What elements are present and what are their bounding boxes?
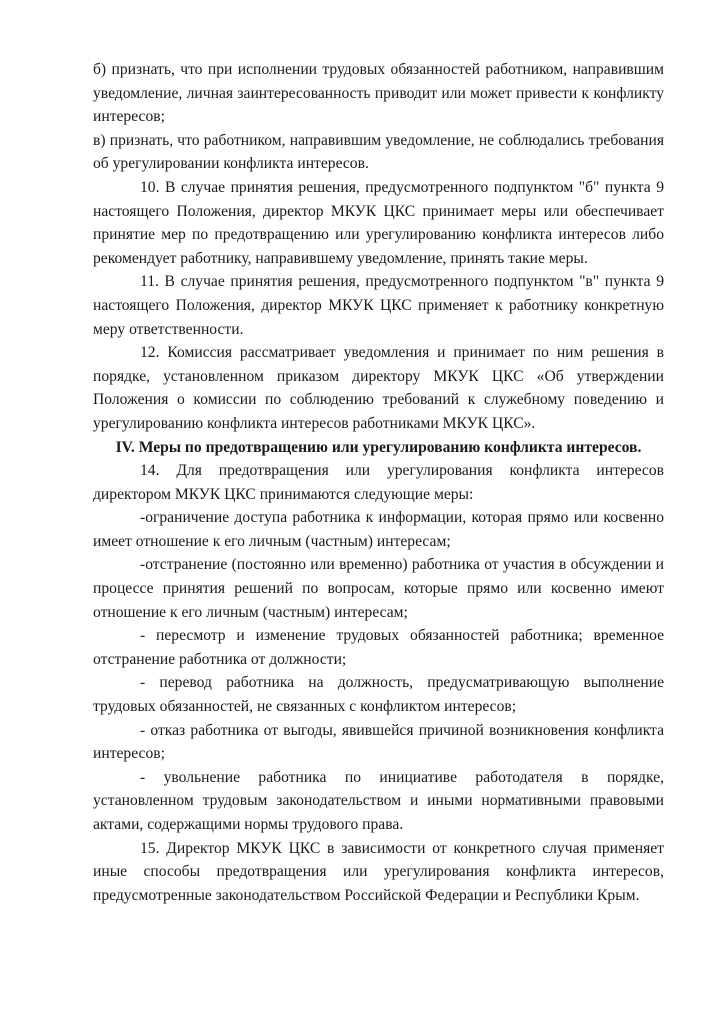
- measure-item-5: - отказ работника от выгоды, явившейся причиной возникновения конфликта интересов;: [93, 721, 664, 763]
- paragraph-12: 12. Комиссия рассматривает уведомления и принимает по ним решения в порядке, установленном приказом директору МКУК ЦКС «Об утверждении Положения о комиссии по соблюдению требований к служебному поведению и урегулированию конфликта интересов работниками МКУК ЦКС».: [93, 344, 664, 432]
- paragraph-v: в) признать, что работником, направившим уведомление, не соблюдались требования об урегулировании конфликта интересов.: [93, 131, 664, 173]
- paragraph-10: 10. В случае принятия решения, предусмотренного подпунктом "б" пункта 9 настоящего Положения, директор МКУК ЦКС принимает меры или обеспечивает принятие мер по предотвращению или урегулированию конфликта интересов либо рекомендует работнику, направившему уведомление, принять такие меры.: [93, 178, 664, 267]
- measure-item-3: - пересмотр и изменение трудовых обязанностей работника; временное отстранение работника от должности;: [93, 627, 664, 668]
- section-heading-iv: IV. Меры по предотвращению или урегулированию конфликта интересов.: [115, 438, 642, 456]
- measure-item-2: -отстранение (постоянно или временно) работника от участия в обсуждении и процессе принятия решений по вопросам, которые прямо или косвенно имеют отношение к его личным (частным) интересам;: [93, 556, 664, 621]
- paragraph-15: 15. Директор МКУК ЦКС в зависимости от конкретного случая применяет иные способы предотвращения или урегулирования конфликта интересов, предусмотренные законодательством Российской Федерации и Республики Крым.: [93, 839, 664, 904]
- paragraph-b: б) признать, что при исполнении трудовых обязанностей работником, направившим уведомление, личная заинтересованность приводит или может привести к конфликту интересов;: [93, 61, 664, 126]
- measure-item-1: -ограничение доступа работника к информации, которая прямо или косвенно имеет отношение к его личным (частным) интересам;: [93, 509, 664, 550]
- measure-item-6: - увольнение работника по инициативе работодателя в порядке, установленном трудовым законодательством и иными нормативными правовыми актами, содержащими нормы трудового права.: [93, 768, 664, 833]
- measure-item-4: - перевод работника на должность, предусматривающую выполнение трудовых обязанностей, не связанных с конфликтом интересов;: [93, 674, 664, 716]
- paragraph-11: 11. В случае принятия решения, предусмотренного подпунктом "в" пункта 9 настоящего Положения, директор МКУК ЦКС применяет к работнику конкретную меру ответственности.: [93, 273, 664, 338]
- paragraph-14: 14. Для предотвращения или урегулирования конфликта интересов директором МКУК ЦКС принимаются следующие меры:: [93, 462, 664, 503]
